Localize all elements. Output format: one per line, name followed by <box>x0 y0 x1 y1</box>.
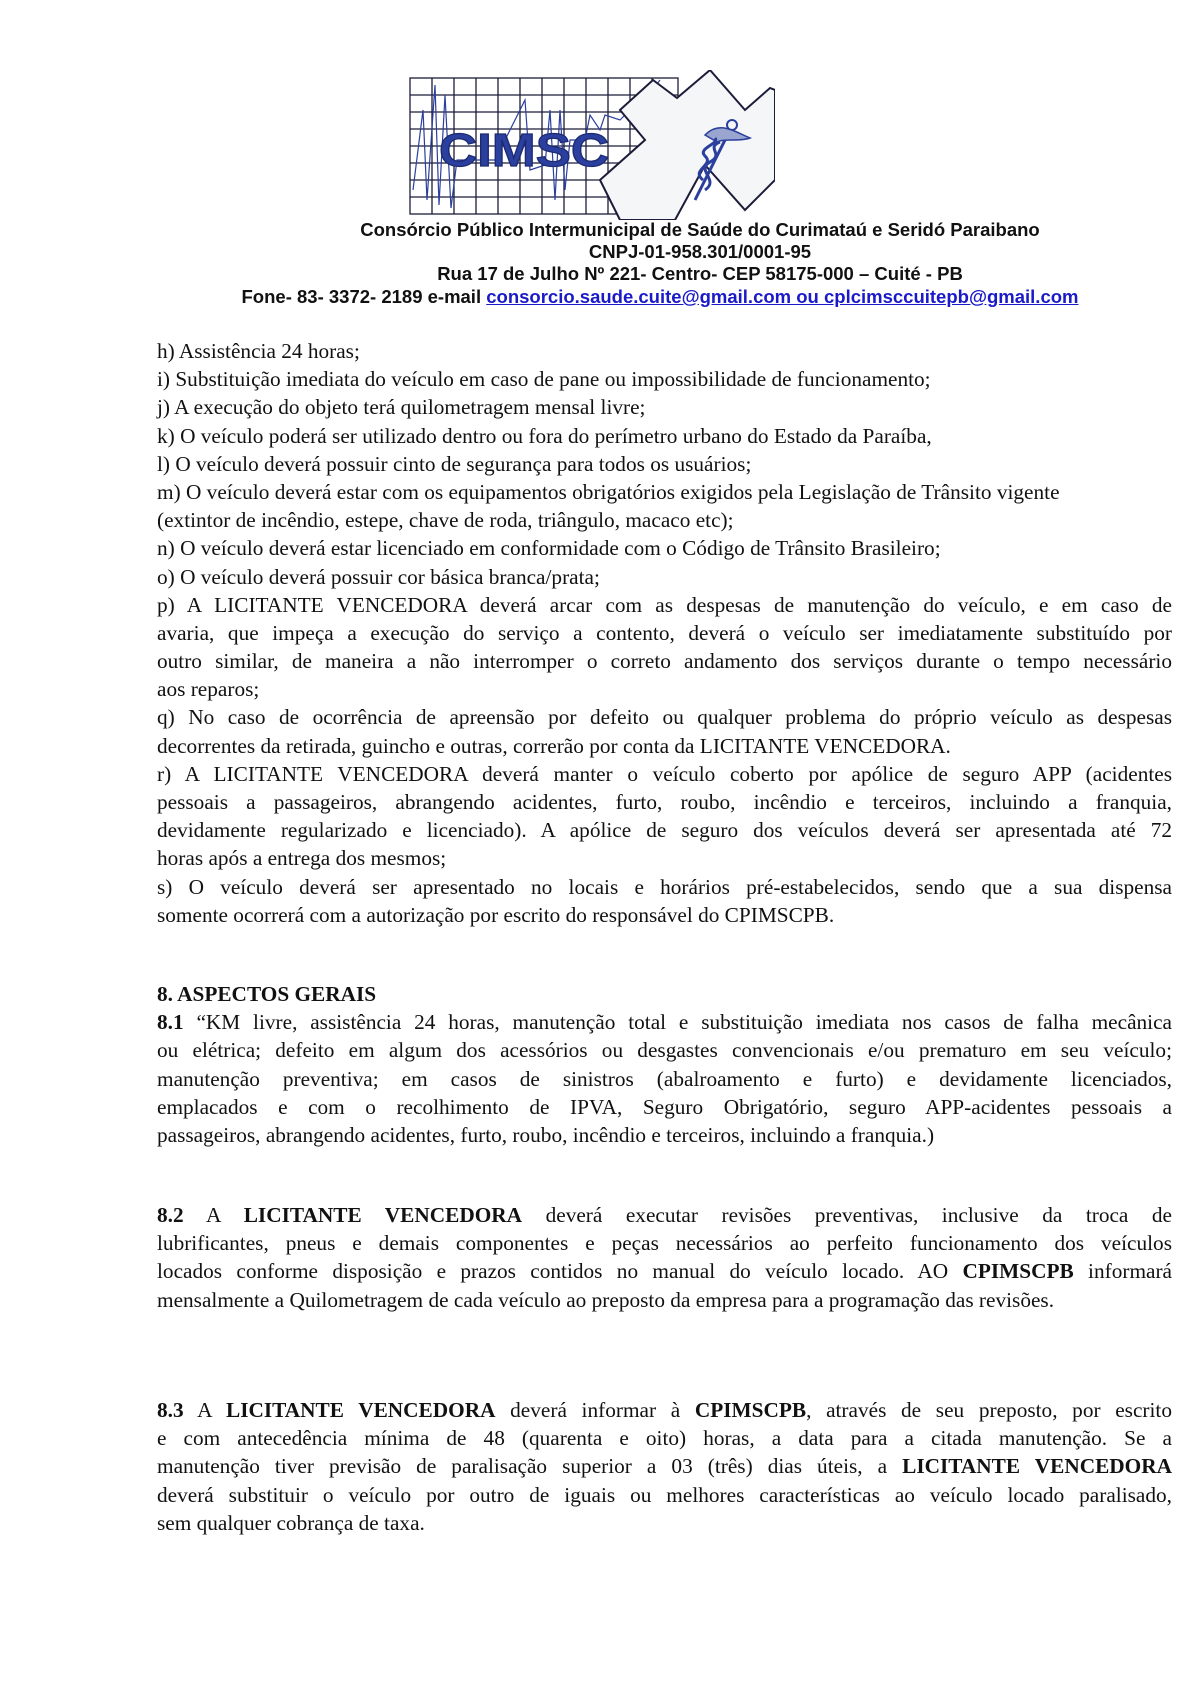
section-8 <box>157 980 1172 1149</box>
list-item-r: r) A LICITANTE VENCEDORA deverá manter o veículo coberto por apólice de seguro APP (acidentes <box>157 761 1172 786</box>
list-item-r-cont: devidamente regularizado e licenciado). A apólice de seguro dos veículos deverá ser apresentada até 72 <box>157 818 1172 843</box>
list-item-p-cont: outro similar, de maneira a não interromper o correto andamento dos serviços durante o tempo necessário <box>157 649 1172 674</box>
list-item-p-cont: avaria, que impeça a execução do serviço a contento, deverá o veículo ser imediatamente substituído por <box>157 620 1172 645</box>
organization-contact <box>150 286 1170 308</box>
clause-8-3-line: sem qualquer cobrança de taxa. <box>157 1510 425 1535</box>
clause-text: A <box>205 1203 221 1227</box>
organization-name: Consórcio Público Intermunicipal de Saúde do Curimataú e Seridó Paraibano <box>360 219 1040 240</box>
clause-8-2-line: mensalmente a Quilometragem de cada veículo ao preposto da empresa para a programação das revisões. <box>157 1287 1055 1312</box>
list-item-k: k) O veículo poderá ser utilizado dentro ou fora do perímetro urbano do Estado da Paraíba, <box>157 423 932 448</box>
clause-text: manutenção tiver previsão de paralisação superior a 03 (três) dias úteis, a <box>157 1454 903 1479</box>
clause-text: informará <box>1073 1259 1172 1284</box>
logo-graphic <box>405 70 775 220</box>
list-item-p: p) A LICITANTE VENCEDORA deverá arcar com as despesas de manutenção do veículo, e em caso de <box>157 592 1172 617</box>
list-item-m: m) O veículo deverá estar com os equipamentos obrigatórios exigidos pela Legislação de Trânsito vigente <box>157 479 1060 504</box>
clause-label: 8.1 <box>157 1010 184 1035</box>
bold-term: LICITANTE VENCEDORA <box>225 1398 496 1422</box>
bold-term: LICITANTE VENCEDORA <box>902 1454 1172 1479</box>
list-item-p-cont: aos reparos; <box>157 677 260 702</box>
clause-8-2-line <box>157 1257 1172 1285</box>
section-heading <box>157 980 1172 1008</box>
clause-8-3-line <box>157 1396 1172 1424</box>
list-item-j: j) A execução do objeto terá quilometragem mensal livre; <box>157 395 646 420</box>
clause-text: “KM livre, assistência 24 horas, manutenção total e substituição imediata nos casos de falha mecânica <box>183 1010 1172 1035</box>
clause-8-3-line: deverá substituir o veículo por outro de iguais ou melhores características ao veículo locado paralisado, <box>157 1482 1172 1507</box>
clause-text: , através de seu preposto, por escrito <box>806 1398 1172 1422</box>
list-item-q: q) No caso de ocorrência de apreensão por defeito ou qualquer problema do próprio veículo as despesas <box>157 705 1172 730</box>
list-item-l: l) O veículo deverá possuir cinto de segurança para todos os usuários; <box>157 451 752 476</box>
logo-text: CIMSC <box>439 124 609 176</box>
requirements-list <box>157 337 1172 929</box>
list-item-s-cont: somente ocorrerá com a autorização por escrito do responsável do CPIMSCPB. <box>157 902 835 927</box>
list-item-m-cont: (extintor de incêndio, estepe, chave de roda, triângulo, macaco etc); <box>157 508 734 533</box>
list-item-h: h) Assistência 24 horas; <box>157 339 360 363</box>
list-item-r-cont: horas após a entrega dos mesmos; <box>157 846 447 871</box>
bold-term: LICITANTE VENCEDORA <box>243 1203 523 1227</box>
list-item-i: i) Substituição imediata do veículo em caso de pane ou impossibilidade de funcionamento; <box>157 367 931 392</box>
cimsc-logo <box>405 70 775 220</box>
clause-8-1-cont: emplacados e com o recolhimento de IPVA, Seguro Obrigatório, seguro APP-acidentes pessoais a <box>157 1094 1172 1119</box>
list-item-r-cont: pessoais a passageiros, abrangendo acidentes, furto, roubo, incêndio e terceiros, incluindo a franquia, <box>157 790 1172 814</box>
clause-8-1-cont: ou elétrica; defeito em algum dos acessórios ou desgastes convencionais e/ou prematuro em seu veículo; <box>157 1038 1172 1063</box>
clause-8-1-cont: manutenção preventiva; em casos de sinistros (abalroamento e furto) e devidamente licenciados, <box>157 1066 1172 1091</box>
bold-term: CPIMSCPB <box>962 1259 1074 1284</box>
clause-label: 8.2 <box>157 1203 184 1227</box>
clause-text: A <box>183 1398 226 1422</box>
clause-8-3-line <box>157 1452 1172 1480</box>
organization-cnpj: CNPJ-01-958.301/0001-95 <box>588 241 812 262</box>
clause-8-3-line: e com antecedência mínima de 48 (quarenta e oito) horas, a data para a citada manutenção. Se a <box>157 1426 1172 1451</box>
list-item-o: o) O veículo deverá possuir cor básica branca/prata; <box>157 564 600 589</box>
organization-address: Rua 17 de Julho Nº 221- Centro- CEP 58175-000 – Cuité - PB <box>437 263 963 284</box>
list-item-s: s) O veículo deverá ser apresentado no locais e horários pré-estabelecidos, sendo que a sua dispensa <box>157 874 1172 899</box>
clause-text: deverá executar revisões preventivas, inclusive da troca de <box>545 1203 1172 1227</box>
clause-text: locados conforme disposição e prazos contidos no manual do veículo locado. AO <box>157 1259 963 1284</box>
clause-8-3 <box>157 1396 1172 1537</box>
clause-8-2 <box>157 1201 1172 1314</box>
clause-8-1 <box>157 1008 1172 1036</box>
list-item-q-cont: decorrentes da retirada, guincho e outras, correrão por conta da LICITANTE VENCEDORA. <box>157 733 951 758</box>
bold-term: CPIMSCPB <box>694 1398 807 1422</box>
clause-text: deverá informar à <box>495 1398 695 1422</box>
clause-8-2-line <box>157 1201 1172 1229</box>
section-heading-text: 8. ASPECTOS GERAIS <box>157 982 377 1006</box>
phone-text: Fone- 83- 3372- 2189 e-mail <box>241 286 487 307</box>
clause-8-2-line: lubrificantes, pneus e demais componentes e peças necessários ao perfeito funcionamento dos veículos <box>157 1231 1172 1256</box>
email-link[interactable]: consorcio.saude.cuite@gmail.com ou cplcimsccuitepb@gmail.com <box>486 286 1079 307</box>
list-item-n: n) O veículo deverá estar licenciado em conformidade com o Código de Trânsito Brasileiro; <box>157 536 941 561</box>
clause-8-1-cont: passageiros, abrangendo acidentes, furto, roubo, incêndio e terceiros, incluindo a franquia.) <box>157 1122 935 1147</box>
medical-cross <box>600 70 775 220</box>
clause-label: 8.3 <box>157 1398 184 1422</box>
